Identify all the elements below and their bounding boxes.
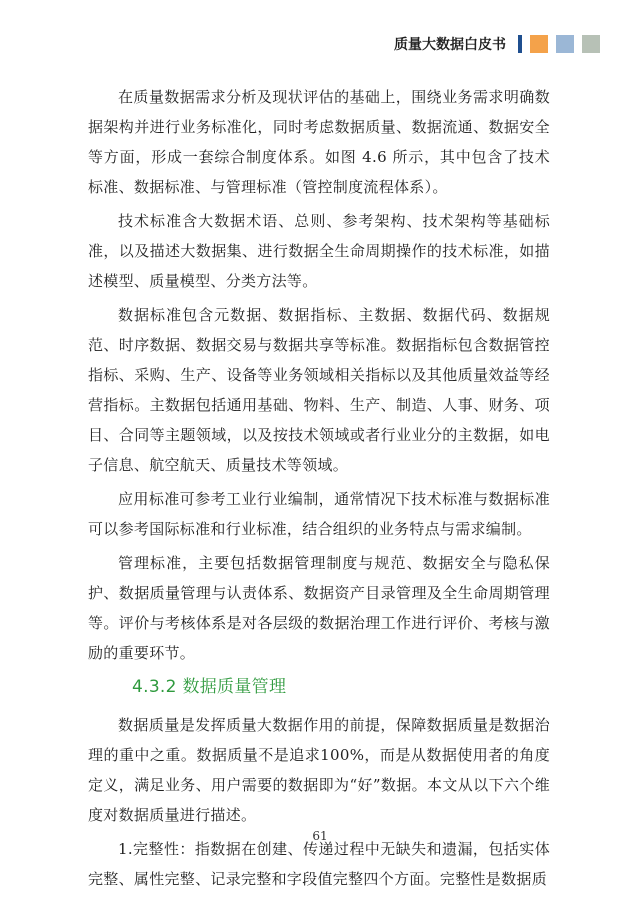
header-accent-square-gray xyxy=(582,35,600,53)
page-content xyxy=(88,82,550,898)
paragraph-7: 1.完整性：指数据在创建、传递过程中无缺失和遗漏，包括实体完整、属性完整、记录完整和字段值完整四个方面。完整性是数据质 xyxy=(88,840,550,888)
paragraph-6: 数据质量是发挥质量大数据作用的前提，保障数据质量是数据治理的重中之重。数据质量不是追求100%，而是从数据使用者的角度定义，满足业务、用户需要的数据即为“好”数据。本文从以下六个维度对数据质量进行描述。 xyxy=(88,716,550,824)
paragraph-1: 在质量数据需求分析及现状评估的基础上，围绕业务需求明确数据架构并进行业务标准化，同时考虑数据质量、数据流通、数据安全等方面，形成一套综合制度体系。如图 4.6 所示，其中包含了技术标准、数据标准、与管理标准（管控制度流程体系）。 xyxy=(88,88,550,196)
paragraph-2: 技术标准含大数据术语、总则、参考架构、技术架构等基础标准，以及描述大数据集、进行数据全生命周期操作的技术标准，如描述模型、质量模型、分类方法等。 xyxy=(88,212,550,290)
header-title: 质量大数据白皮书 xyxy=(394,37,506,53)
header-accent-square-blue xyxy=(556,35,574,53)
paragraph-3: 数据标准包含元数据、数据指标、主数据、数据代码、数据规范、时序数据、数据交易与数据共享等标准。数据指标包含数据管控指标、采购、生产、设备等业务领域相关指标以及其他质量效益等经营指标。主数据包括通用基础、物料、生产、制造、人事、财务、项目、合同等主题领域，以及按技术领域或者行业业分的主数据，如电子信息、航空航天、质量技术等领域。 xyxy=(88,306,550,474)
section-heading: 4.3.2 数据质量管理 xyxy=(132,677,287,697)
header-accent-bar xyxy=(518,35,522,53)
paragraph-4: 应用标准可参考工业行业编制，通常情况下技术标准与数据标准可以参考国际标准和行业标准，结合组织的业务特点与需求编制。 xyxy=(88,490,550,538)
page-header xyxy=(394,34,600,54)
paragraph-5: 管理标准，主要包括数据管理制度与规范、数据安全与隐私保护、数据质量管理与认责体系、数据资产目录管理及全生命周期管理等。评价与考核体系是对各层级的数据治理工作进行评价、考核与激励的重要环节。 xyxy=(88,554,550,662)
header-accent-square-orange xyxy=(530,35,548,53)
page-number: 61 xyxy=(312,829,328,843)
